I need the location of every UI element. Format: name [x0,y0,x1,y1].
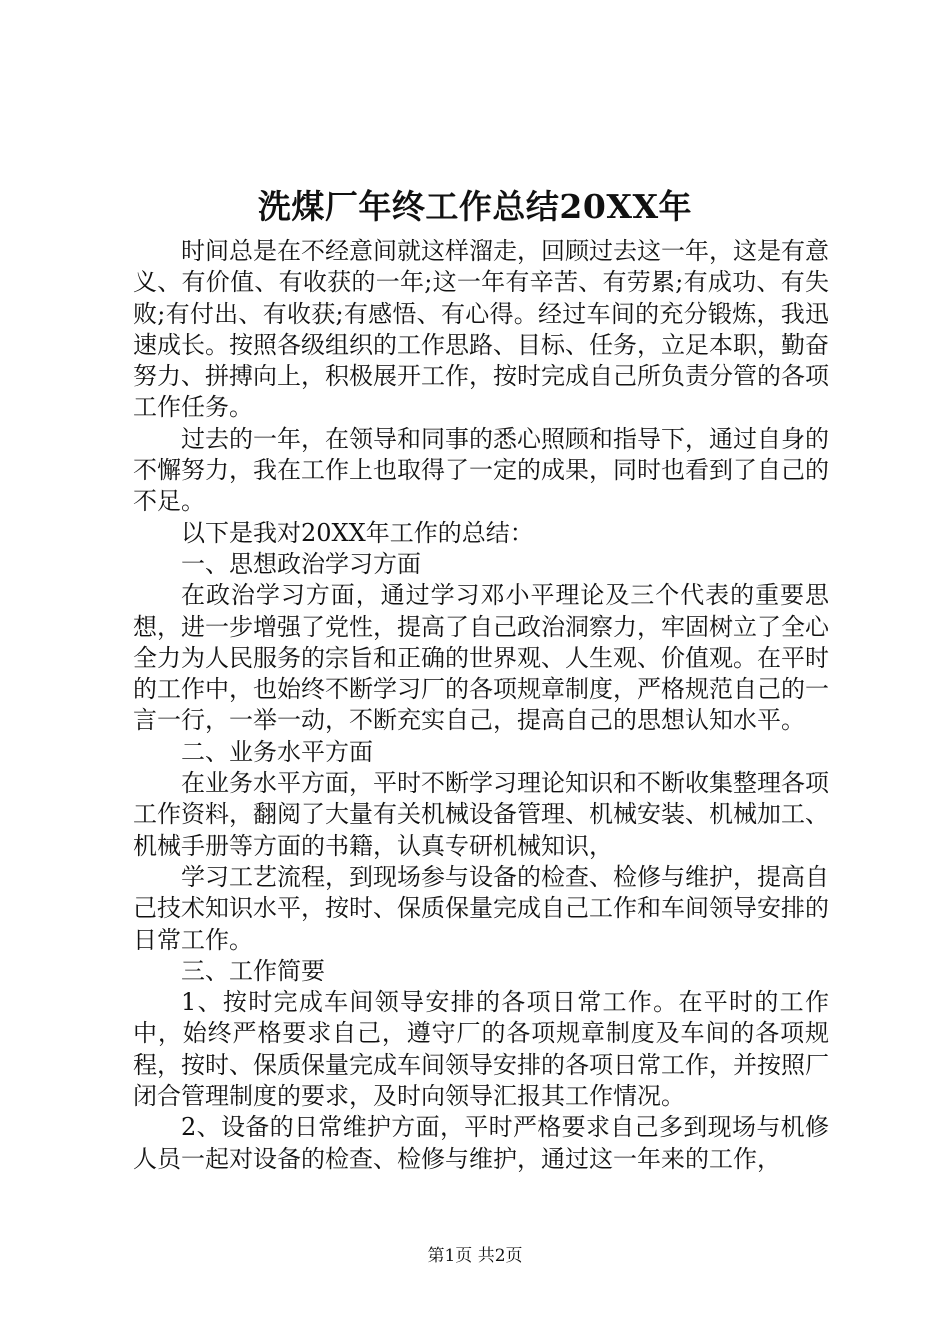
paragraph-intro: 时间总是在不经意间就这样溜走，回顾过去这一年，这是有意义、有价值、有收获的一年;这一年有辛苦、有劳累;有成功、有失败;有付出、有收获;有感悟、有心得。经过车间的充分锻炼，我迅速成长。按照各级组织的工作思路、目标、任务，立足本职，勤奋努力、拼搏向上，积极展开工作，按时完成自己所负责分管的各项工作任务。 [133,237,829,422]
document-body [133,236,829,1175]
section-heading-business-skill: 二、业务水平方面 [181,737,373,766]
paragraph-political-study: 在政治学习方面，通过学习邓小平理论及三个代表的重要思想，进一步增强了党性，提高了自己政治洞察力，牢固树立了全心全力为人民服务的宗旨和正确的世界观、人生观、价值观。在平时的工作中，也始终不断学习厂的各项规章制度，严格规范自己的一言一行，一举一动，不断充实自己，提高自己的思想认知水平。 [133,581,829,735]
document-title: 洗煤厂年终工作总结20XX年 [257,187,693,226]
section-heading-work-summary: 三、工作简要 [181,956,325,985]
page-number-footer: 第1页 共2页 [427,1246,523,1266]
paragraph-summary-lead: 以下是我对20XX年工作的总结： [181,518,534,547]
paragraph-review: 过去的一年，在领导和同事的悉心照顾和指导下，通过自身的不懈努力，我在工作上也取得了一定的成果，同时也看到了自己的不足。 [133,424,829,516]
paragraph-work-item-1: 1、按时完成车间领导安排的各项日常工作。在平时的工作中，始终严格要求自己，遵守厂的各项规章制度及车间的各项规程，按时、保质保量完成车间领导安排的各项日常工作，并按照厂闭合管理制度的要求，及时向领导汇报其工作情况。 [133,988,829,1111]
paragraph-business-skill: 在业务水平方面，平时不断学习理论知识和不断收集整理各项工作资料，翻阅了大量有关机械设备管理、机械安装、机械加工、机械手册等方面的书籍，认真专研机械知识， [133,769,829,860]
paragraph-process-learning: 学习工艺流程，到现场参与设备的检查、检修与维护，提高自己技术知识水平，按时、保质保量完成自己工作和车间领导安排的日常工作。 [133,862,829,954]
paragraph-work-item-2: 2、设备的日常维护方面，平时严格要求自己多到现场与机修人员一起对设备的检查、检修与维护，通过这一年来的工作， [133,1113,829,1173]
section-heading-political-study: 一、思想政治学习方面 [181,549,421,578]
